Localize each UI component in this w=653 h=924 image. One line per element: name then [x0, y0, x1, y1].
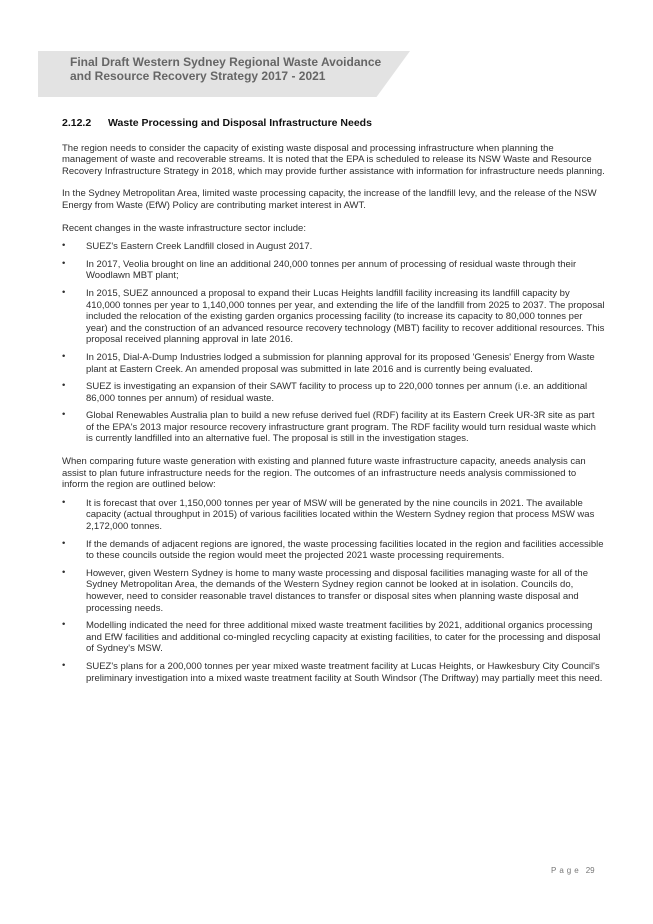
list-item [62, 568, 605, 614]
list-item [62, 288, 605, 346]
bullet-icon: • [62, 257, 66, 269]
list-item [62, 620, 605, 655]
changes-list [62, 241, 605, 445]
section-number: 2.12.2 [62, 117, 92, 129]
bullet-icon: • [62, 380, 66, 392]
bullet-icon: • [62, 659, 66, 671]
list-item-text: In 2017, Veolia brought on line an additional 240,000 tonnes per annum of processing of residual waste through their Woodlawn MBT plant; [86, 258, 577, 282]
bullet-icon: • [62, 496, 66, 508]
bullet-icon: • [62, 409, 66, 421]
market-paragraph: In the Sydney Metropolitan Area, limited waste processing capacity, the increase of the landfill levy, and the release of the NSW Energy from Waste (EfW) Policy are contributing market interest in AWT. [62, 188, 597, 211]
page-content [62, 118, 605, 695]
list-item [62, 410, 605, 445]
bullet-icon: • [62, 566, 66, 578]
section-heading [62, 118, 605, 130]
list-item-text: However, given Western Sydney is home to many waste processing and disposal facilities managing waste for all of the Sydney Metropolitan Area, the demands of the Western Sydney region cannot be looked at in isolation. Councils do, however, need to consider reasonable travel distances to transfer or disposal sites when planning waste disposal and processing needs. [86, 567, 588, 614]
list-item-text: Global Renewables Australia plan to build a new refuse derived fuel (RDF) facility at its Eastern Creek UR-3R site as part of the EPA's 2013 major resource recovery infrastructure grant program. The RDF facility would turn residual waste which is currently landfilled into an alternative fuel. The proposal is still in the investigation stages. [86, 410, 596, 445]
bullet-icon: • [62, 537, 66, 549]
list-item-text: SUEZ's Eastern Creek Landfill closed in August 2017. [86, 241, 313, 253]
bullet-icon: • [62, 350, 66, 362]
list-item [62, 352, 605, 375]
intro-paragraph: The region needs to consider the capacity of existing waste disposal and processing infrastructure when planning the management of waste and recoverable streams. It is noted that the EPA is scheduled to release its NSW Waste and Resource Recovery Infrastructure Strategy in 2018, which may provide further assistance with information for infrastructure needs planning. [62, 142, 605, 177]
outcomes-list [62, 498, 605, 684]
list-item-text: If the demands of adjacent regions are ignored, the waste processing facilities located in the region and facilities accessible to these councils outside the region would meet the projected 2021 waste processing requirements. [86, 538, 604, 562]
document-title: Final Draft Western Sydney Regional Waste Avoidance and Resource Recovery Strategy 2017 - 2021 [70, 55, 382, 83]
page-label: Page [551, 866, 582, 875]
list-item [62, 498, 605, 533]
section-title: Waste Processing and Disposal Infrastructure Needs [108, 117, 372, 129]
list-item [62, 381, 605, 404]
page-footer [551, 866, 595, 875]
bullet-icon: • [62, 619, 66, 631]
list-item-text: In 2015, SUEZ announced a proposal to expand their Lucas Heights landfill facility increasing its landfill capacity by 410,000 tonnes per year to 1,140,000 tonnes per year, and extending the life of the landfill from 2025 to 2037. The proposal included the relocation of the existing garden organics processing facility (to increase its capacity to 80,000 tonnes per year) and the construction of an advanced resource recovery technology (MBT) facility to recover additional resources. This proposal received planning approval in late 2016. [86, 287, 605, 346]
list-item [62, 241, 605, 253]
analysis-paragraph: When comparing future waste generation with existing and planned future waste infrastructure capacity, aneeds analysis can assist to plan future infrastructure needs for the region. The outcomes of an infrastructure needs analysis commissioned to inform the region are outlined below: [62, 456, 586, 491]
list-item-text: SUEZ is investigating an expansion of their SAWT facility to process up to 220,000 tonnes per annum (i.e. an additional 86,000 tonnes per annum) of residual waste. [86, 381, 588, 404]
list-item [62, 661, 605, 684]
list-item [62, 259, 605, 282]
list-item-text: In 2015, Dial-A-Dump Industries lodged a submission for planning approval for its proposed 'Genesis' Energy from Waste plant at Eastern Creek. An amended proposal was submitted in late 2016 and is currently being evaluated. [86, 351, 595, 375]
list-item-text: SUEZ's plans for a 200,000 tonnes per year mixed waste treatment facility at Lucas Heights, or Hawkesbury City Council's preliminary investigation into a mixed waste treatment facility at South Windsor (The Driftway) may partially meet this need. [86, 660, 603, 684]
list-item [62, 539, 605, 562]
changes-intro: Recent changes in the waste infrastructure sector include: [62, 222, 306, 234]
page-number: 29 [585, 866, 595, 875]
list-item-text: It is forecast that over 1,150,000 tonnes per year of MSW will be generated by the nine councils in 2021. The available capacity (actual throughput in 2015) of various facilities located within the Western Sydney region that process MSW was 2,172,000 tonnes. [86, 497, 595, 533]
list-item-text: Modelling indicated the need for three additional mixed waste treatment facilities by 2021, additional organics processing and EfW facilities and additional co-mingled recycling capacity at existing facilities, to cater for the processing and disposal of Sydney's MSW. [86, 620, 601, 655]
bullet-icon: • [62, 240, 66, 252]
bullet-icon: • [62, 286, 66, 298]
